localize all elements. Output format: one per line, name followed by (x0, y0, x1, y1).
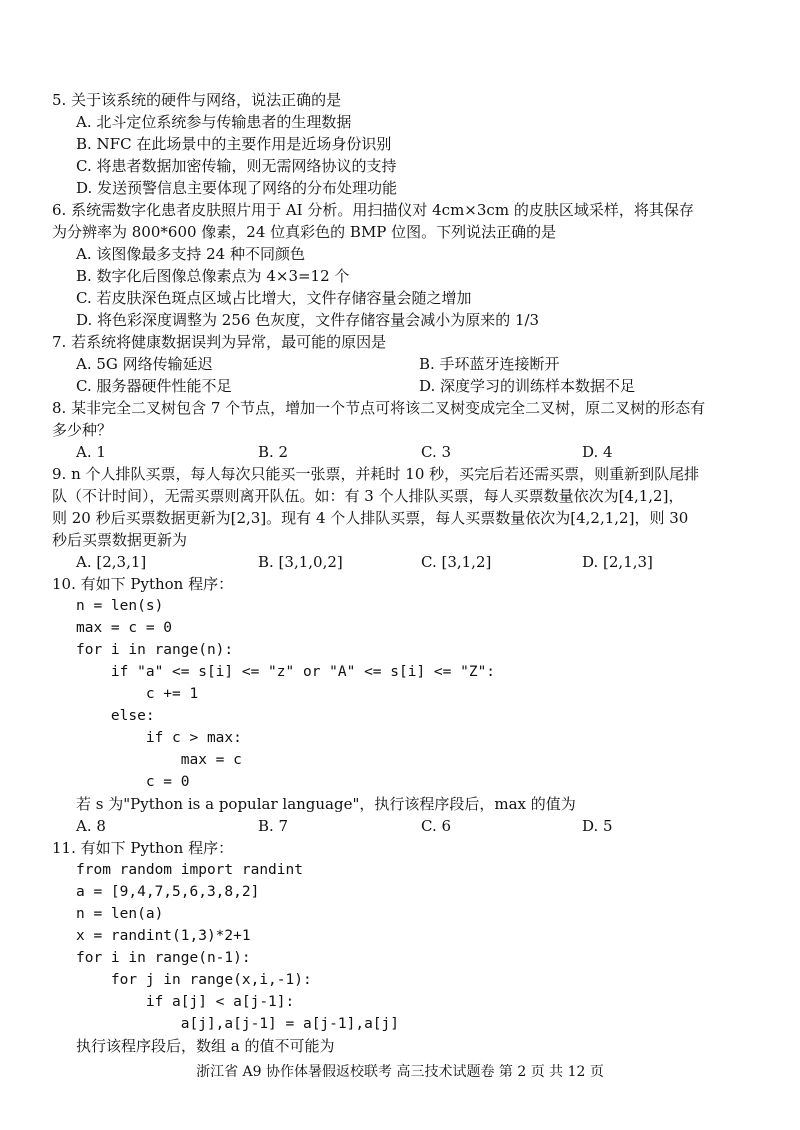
q8-options (76, 442, 756, 462)
q11-code-line-7: if a[j] < a[j-1]: (76, 994, 295, 1010)
q7-option-d: D. 深度学习的训练样本数据不足 (419, 377, 636, 395)
q11-code-line-6: for j in range(x,i,-1): (76, 972, 312, 988)
q11-code-line-2: a = [9,4,7,5,6,3,8,2] (76, 884, 260, 900)
q6-stem-line-1: 6. 系统需数字化患者皮肤照片用于 AI 分析。用扫描仪对 4cm×3cm 的皮肤区域采样，将其保存 (52, 201, 694, 219)
q10-code-line-3: for i in range(n): (76, 642, 234, 658)
q9-option-a: A. [2,3,1] (76, 553, 147, 571)
q10-code-line-6: else: (76, 708, 155, 724)
q5-stem: 5. 关于该系统的硬件与网络，说法正确的是 (52, 91, 342, 109)
q11-code-line-1: from random import randint (76, 862, 303, 878)
q5-option-c: C. 将患者数据加密传输，则无需网络协议的支持 (76, 157, 397, 175)
q9-option-b: B. [3,1,0,2] (258, 553, 343, 571)
q11-question: 执行该程序段后，数组 a 的值不可能为 (76, 1037, 335, 1055)
q5-option-d: D. 发送预警信息主要体现了网络的分布处理功能 (76, 179, 398, 197)
q10-option-a: A. 8 (76, 817, 106, 835)
q11-stem: 11. 有如下 Python 程序： (52, 839, 234, 857)
q10-code-line-1: n = len(s) (76, 598, 164, 614)
q6-option-d: D. 将色彩深度调整为 256 色灰度，文件存储容量会减小为原来的 1/3 (76, 311, 540, 329)
q9-stem-line-1: 9. n 个人排队买票，每人每次只能买一张票，并耗时 10 秒，买完后若还需买票，则重新到队尾排 (52, 465, 700, 483)
q10-options (76, 816, 756, 836)
q8-option-d: D. 4 (582, 443, 613, 461)
q10-code-line-5: c += 1 (76, 686, 199, 702)
q5-option-b: B. NFC 在此场景中的主要作用是近场身份识别 (76, 135, 392, 153)
q10-option-d: D. 5 (582, 817, 613, 835)
q10-option-c: C. 6 (421, 817, 452, 835)
q10-stem: 10. 有如下 Python 程序： (52, 575, 234, 593)
page-footer: 浙江省 A9 协作体暑假返校联考 高三技术试题卷 第 2 页 共 12 页 (196, 1064, 604, 1080)
q5-option-a: A. 北斗定位系统参与传输患者的生理数据 (76, 113, 352, 131)
q8-stem-line-2: 多少种？ (52, 421, 113, 439)
q10-code-line-9: c = 0 (76, 774, 190, 790)
q6-option-c: C. 若皮肤深色斑点区域占比增大，文件存储容量会随之增加 (76, 289, 472, 307)
q7-option-c: C. 服务器硬件性能不足 (76, 377, 232, 395)
q10-code-line-2: max = c = 0 (76, 620, 173, 636)
q8-stem-line-1: 8. 某非完全二叉树包含 7 个节点，增加一个节点可将该二叉树变成完全二叉树，原二叉树的形态有 (52, 399, 706, 417)
q10-option-b: B. 7 (258, 817, 289, 835)
q9-options (76, 552, 756, 572)
q8-option-b: B. 2 (258, 443, 289, 461)
q7-stem: 7. 若系统将健康数据误判为异常，最可能的原因是 (52, 333, 387, 351)
q6-stem-line-2: 为分辨率为 800*600 像素，24 位真彩色的 BMP 位图。下列说法正确的是 (52, 223, 557, 241)
q8-option-c: C. 3 (421, 443, 452, 461)
q10-code-line-8: max = c (76, 752, 242, 768)
q8-option-a: A. 1 (76, 443, 106, 461)
q9-option-d: D. [2,1,3] (582, 553, 653, 571)
q7-option-a: A. 5G 网络传输延迟 (76, 355, 213, 373)
q10-code-line-4: if "a" <= s[i] <= "z" or "A" <= s[i] <= "Z": (76, 664, 496, 680)
q9-option-c: C. [3,1,2] (421, 553, 492, 571)
q10-code-line-7: if c > max: (76, 730, 242, 746)
q10-question: 若 s 为"Python is a popular language"，执行该程序段后，max 的值为 (76, 795, 576, 813)
q7-options-row-2 (76, 376, 756, 396)
q11-code-line-8: a[j],a[j-1] = a[j-1],a[j] (76, 1016, 400, 1032)
q6-option-b: B. 数字化后图像总像素点为 4×3=12 个 (76, 267, 350, 285)
q9-stem-line-2: 队（不计时间），无需买票则离开队伍。如：有 3 个人排队买票，每人买票数量依次为[4,1,2]， (52, 487, 684, 505)
q11-code-line-3: n = len(a) (76, 906, 164, 922)
q11-code-line-5: for i in range(n-1): (76, 950, 251, 966)
q9-stem-line-3: 则 20 秒后买票数据更新为[2,3]。现有 4 个人排队买票，每人买票数量依次为[4,2,1,2]，则 30 (52, 509, 689, 527)
q9-stem-line-4: 秒后买票数据更新为 (52, 531, 188, 549)
q7-options-row-1 (76, 354, 756, 374)
q11-code-line-4: x = randint(1,3)*2+1 (76, 928, 251, 944)
q7-option-b: B. 手环蓝牙连接断开 (419, 355, 560, 373)
q6-option-a: A. 该图像最多支持 24 种不同颜色 (76, 245, 305, 263)
